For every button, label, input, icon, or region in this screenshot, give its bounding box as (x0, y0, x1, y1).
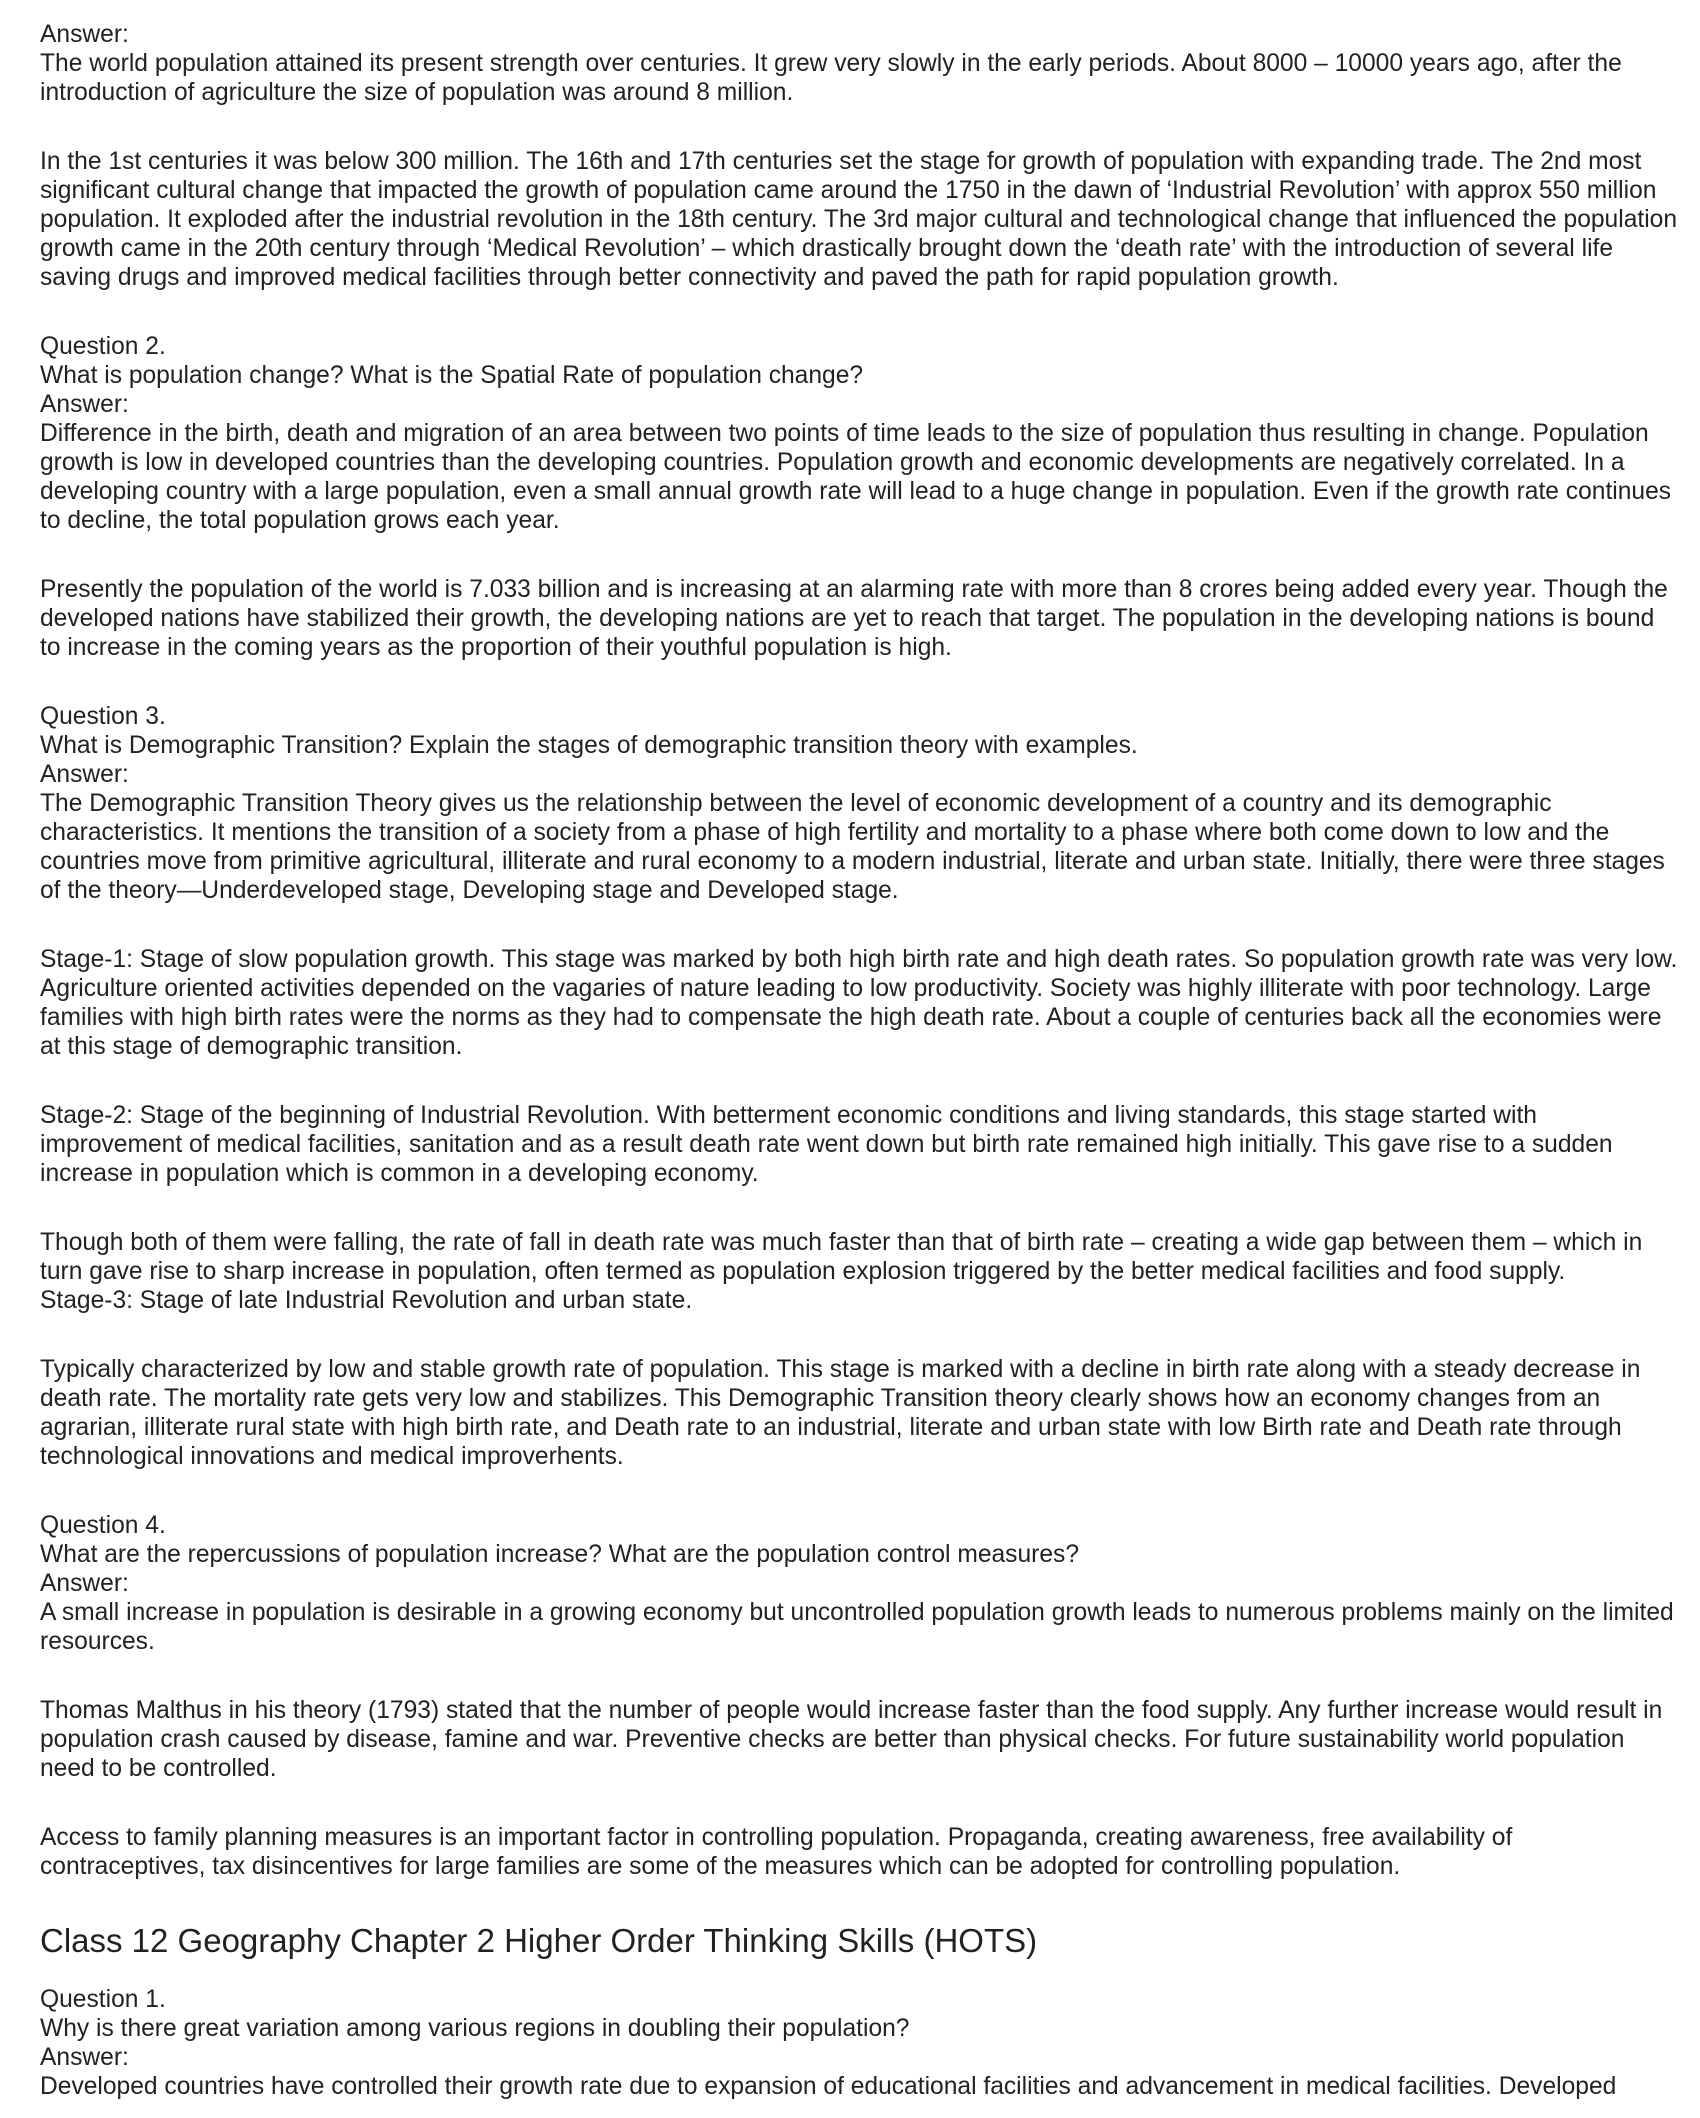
paragraph-text: Though both of them were falling, the rate of fall in death rate was much faster than that of birth rate – creating a wide gap between them – which in turn gave rise to sharp increase in population, often termed as population explosion triggered by the better medical facilities and food supply. (40, 1229, 1643, 1285)
question-2-block (40, 332, 1680, 535)
paragraph-stage-1 (40, 945, 1680, 1061)
answer-text: Difference in the birth, death and migration of an area between two points of time leads to the size of population thus resulting in change. Population growth is low in developed countries than the developing countries. Population growth and economic developments are negatively correlated. In a developing country with a large population, even a small annual growth rate will lead to a huge change in population. Even if the growth rate continues to decline, the total population grows each year. (40, 420, 1672, 534)
question-number: Question 4. (40, 1512, 166, 1539)
answer-label: Answer: (40, 21, 129, 48)
question-4-block (40, 1511, 1680, 1656)
paragraph-text: Presently the population of the world is 7.033 billion and is increasing at an alarming rate with more than 8 crores being added every year. Though the developed nations have stabilized their growth, the developing nations are yet to reach that target. The population in the developing nations is bound to increase in the coming years as the proportion of their youthful population is high. (40, 576, 1668, 661)
answer-text: The world population attained its present strength over centuries. It grew very slowly in the early periods. About 8000 – 10000 years ago, after the introduction of agriculture the size of population was around 8 million. (40, 50, 1622, 106)
paragraph-stage-2 (40, 1101, 1680, 1188)
answer-label: Answer: (40, 2044, 129, 2071)
paragraph-text: Stage-2: Stage of the beginning of Industrial Revolution. With betterment economic conditions and living standards, this stage started with improvement of medical facilities, sanitation and as a result death rate went down but birth rate remained high initially. This gave rise to a sudden increase in population which is common in a developing economy. (40, 1102, 1613, 1187)
answer-label: Answer: (40, 1570, 129, 1597)
paragraph-text: Thomas Malthus in his theory (1793) stated that the number of people would increase faster than the food supply. Any further increase would result in population crash caused by disease, famine and war. Preventive checks are better than physical checks. For future sustainability world population need to be controlled. (40, 1697, 1663, 1782)
answer-text: The Demographic Transition Theory gives us the relationship between the level of economic development of a country and its demographic characteristics. It mentions the transition of a society from a phase of high fertility and mortality to a phase where both come down to low and the countries move from primitive agricultural, illiterate and rural economy to a modern industrial, literate and urban state. Initially, there were three stages of the theory—Underdeveloped stage, Developing stage and Developed stage. (40, 790, 1665, 904)
answer-text: A small increase in population is desirable in a growing economy but uncontrolled population growth leads to numerous problems mainly on the limited resources. (40, 1599, 1674, 1655)
section-heading: Class 12 Geography Chapter 2 Higher Order Thinking Skills (HOTS) (40, 1922, 1038, 1959)
paragraph-family-planning (40, 1823, 1680, 1881)
paragraph-text: Access to family planning measures is an important factor in controlling population. Propaganda, creating awareness, free availability of contraceptives, tax disincentives for large families are some of the measures which can be adopted for controlling population. (40, 1824, 1513, 1880)
paragraph-present-population (40, 575, 1680, 662)
paragraph-text: In the 1st centuries it was below 300 million. The 16th and 17th centuries set the stage for growth of population with expanding trade. The 2nd most significant cultural change that impacted the growth of population came around the 1750 in the dawn of ‘Industrial Revolution’ with approx 550 million population. It exploded after the industrial revolution in the 18th century. The 3rd major cultural and technological change that influenced the population growth came in the 20th century through ‘Medical Revolution’ – which drastically brought down the ‘death rate’ with the introduction of several life saving drugs and improved medical facilities through better connectivity and paved the path for rapid population growth. (40, 148, 1678, 291)
paragraph-text: Stage-1: Stage of slow population growth. This stage was marked by both high birth rate and high death rates. So population growth rate was very low. Agriculture oriented activities depended on the vagaries of nature leading to low productivity. Society was highly illiterate with poor technology. Large families with high birth rates were the norms as they had to compensate the high death rate. About a couple of centuries back all the economies were at this stage of demographic transition. (40, 946, 1678, 1060)
answer-label: Answer: (40, 391, 129, 418)
question-number: Question 3. (40, 703, 166, 730)
question-number: Question 1. (40, 1986, 166, 2013)
paragraph-text: Stage-3: Stage of late Industrial Revolution and urban state. (40, 1287, 693, 1314)
paragraph-malthus (40, 1696, 1680, 1783)
answer-text: Developed countries have controlled their growth rate due to expansion of educational facilities and advancement in medical facilities. Developed (40, 2073, 1617, 2100)
answer-block-1 (40, 20, 1680, 107)
document-page (40, 20, 1680, 2101)
paragraph-stage-3 (40, 1228, 1680, 1315)
paragraph-stage-3-description (40, 1355, 1680, 1471)
question-3-block (40, 702, 1680, 905)
paragraph-population-history (40, 147, 1680, 292)
paragraph-text: Typically characterized by low and stable growth rate of population. This stage is marked with a decline in birth rate along with a steady decrease in death rate. The mortality rate gets very low and stabilizes. This Demographic Transition theory clearly shows how an economy changes from an agrarian, illiterate rural state with high birth rate, and Death rate to an industrial, literate and urban state with low Birth rate and Death rate through technological innovations and medical improverhents. (40, 1356, 1641, 1470)
answer-label: Answer: (40, 761, 129, 788)
question-text: What is Demographic Transition? Explain the stages of demographic transition theory with examples. (40, 732, 1138, 759)
question-text: What is population change? What is the Spatial Rate of population change? (40, 362, 864, 389)
question-text: What are the repercussions of population increase? What are the population control measures? (40, 1541, 1080, 1568)
question-number: Question 2. (40, 333, 166, 360)
question-text: Why is there great variation among various regions in doubling their population? (40, 2015, 910, 2042)
hots-question-1-block (40, 1985, 1680, 2101)
